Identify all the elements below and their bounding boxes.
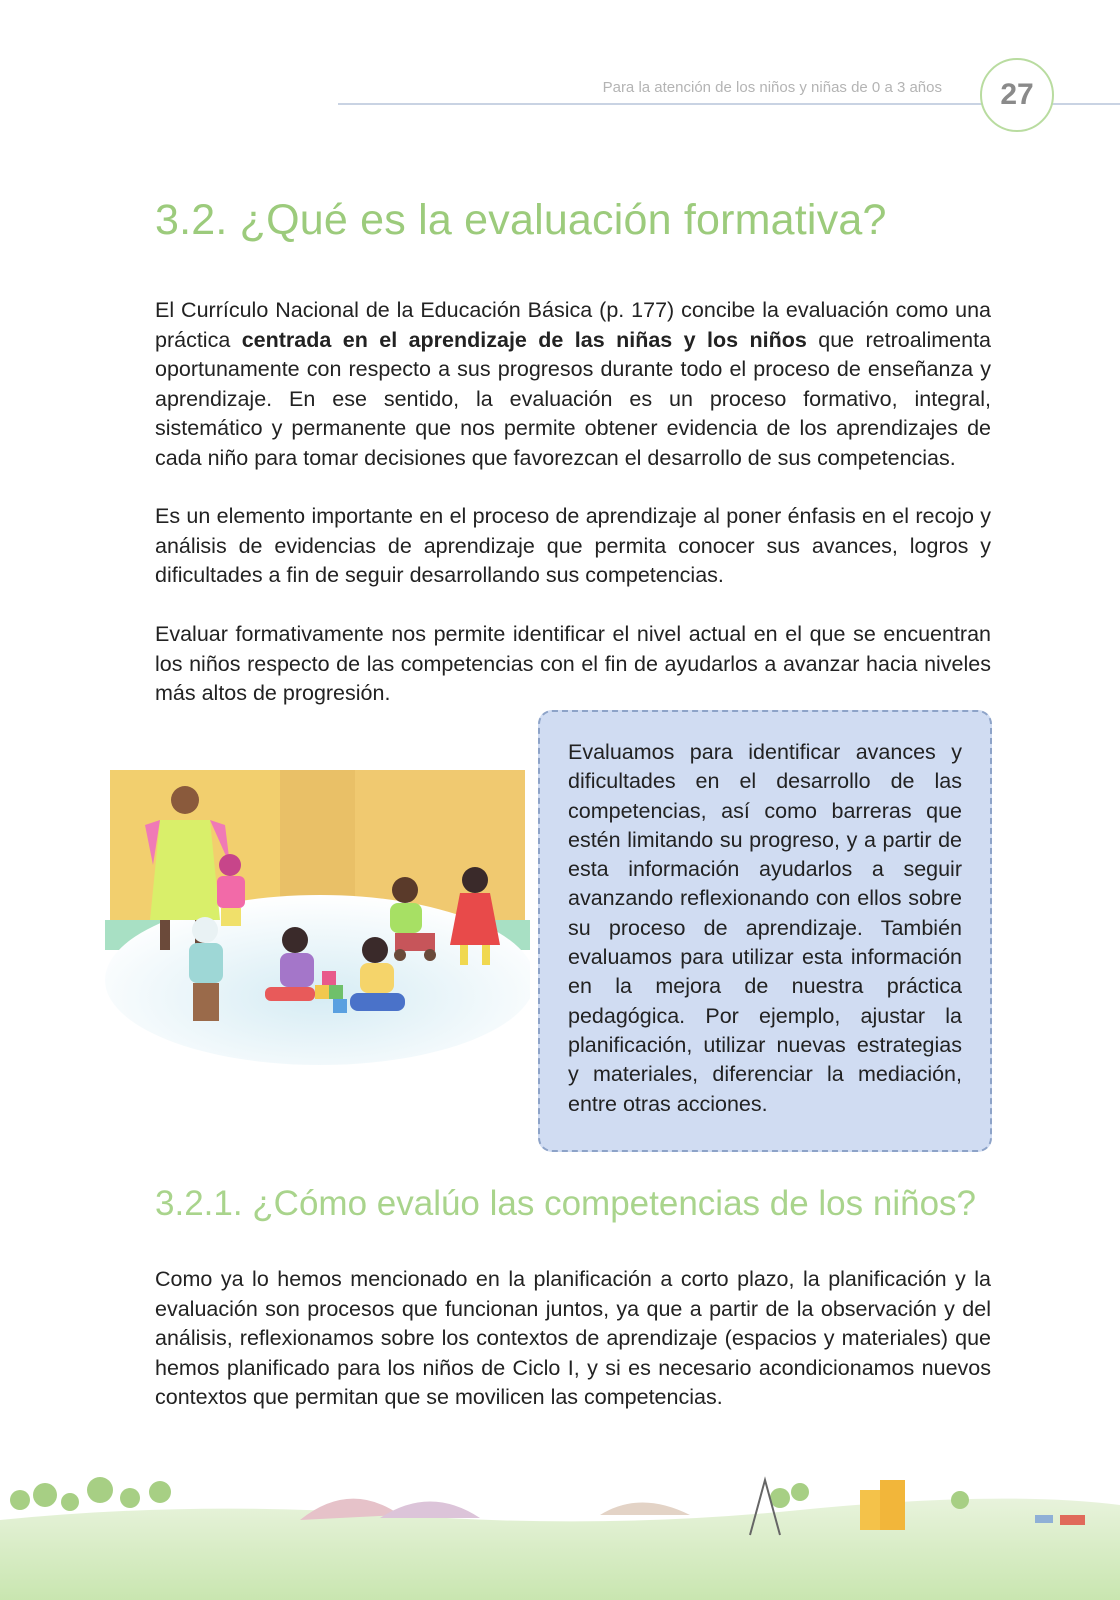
footer-landscape-illustration — [0, 1460, 1120, 1600]
paragraph-1-start: El Currículo Nacional de la Educación Básica (p. 177) concibe la evaluación como una práctica — [155, 298, 991, 352]
paragraph-1-bold: centrada en el aprendizaje de las niñas y los niños — [241, 327, 807, 352]
callout-box — [538, 710, 992, 1152]
paragraph-3: Evaluar formativamente nos permite identificar el nivel actual en el que se encuentran los niños respecto de las competencias con el fin de ayudarlos a avanzar hacia niveles más altos de progresión. — [155, 622, 991, 705]
paragraph-2: Es un elemento importante en el proceso de aprendizaje al poner énfasis en el recojo y análisis de evidencias de aprendizaje que permita conocer sus avances, logros y dificultades a fin de seguir desarrollando sus competencias. — [155, 504, 991, 587]
paragraph-4: Como ya lo hemos mencionado en la planificación a corto plazo, la planificación y la evaluación son procesos que funcionan juntos, ya que a partir de la observación y del análisis, reflexionamos sobre los contextos de aprendizaje (espacios y materiales) que hemos planificado para los niños de Ciclo I, y si es necesario acondicionamos nuevos contextos que permitan que se movilicen las competencias. — [155, 1267, 991, 1409]
paragraph-1 — [155, 296, 991, 473]
children-playing-illustration — [105, 770, 530, 1065]
page-number: 27 — [980, 58, 1054, 132]
callout-text: Evaluamos para identificar avances y dificultades en el desarrollo de las competencias, así como barreras que estén limitando su progreso, y a partir de esta información ayudarlos a seguir avanzando reflexionando con ellos sobre su proceso de aprendizaje. También evaluamos para utilizar esta información en la mejora de nuestra práctica pedagógica. Por ejemplo, ajustar la planificación, utilizar nuevas estrategias y materiales, diferenciar la mediación, entre otras acciones. — [568, 740, 962, 1116]
running-header: Para la atención de los niños y niñas de 0 a 3 años — [602, 79, 942, 96]
subsection-title: 3.2.1. ¿Cómo evalúo las competencias de los niños? — [155, 1184, 977, 1223]
section-title: 3.2. ¿Qué es la evaluación formativa? — [155, 196, 887, 244]
paragraph-1-end: que retroalimenta oportunamente con respecto a sus progresos durante todo el proceso de enseñanza y aprendizaje. En ese sentido, la evaluación es un proceso formativo, integral, sistemático y permanente que nos permite obtener evidencia de los aprendizajes de cada niño para tomar decisiones que favorezcan el desarrollo de sus competencias. — [155, 327, 991, 470]
